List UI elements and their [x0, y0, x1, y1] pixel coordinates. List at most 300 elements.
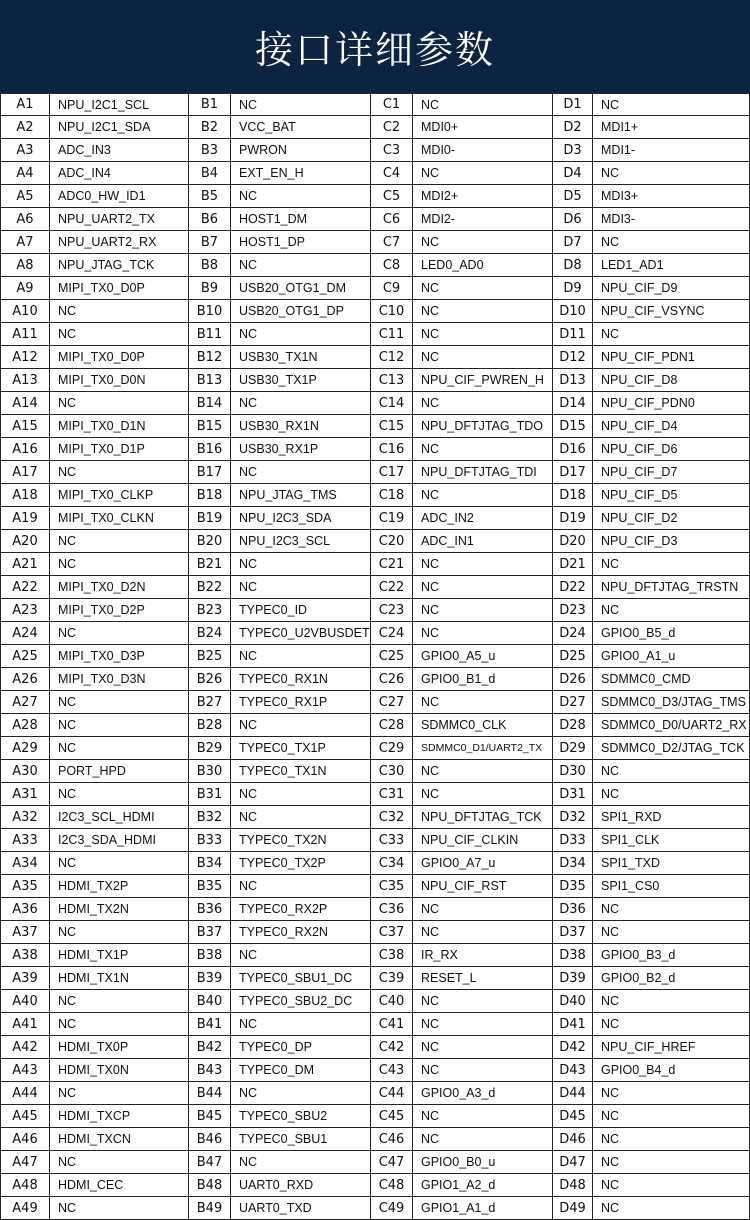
signal-name: NC — [58, 465, 77, 479]
signal-name: GPIO0_A7_u — [421, 856, 496, 870]
pin-cell-group — [553, 484, 750, 506]
pin-cell-group — [0, 921, 189, 943]
pin-cell-group — [189, 208, 371, 230]
signal-name: MIPI_TX0_D1N — [58, 419, 146, 433]
signal-name: NC — [421, 1017, 440, 1031]
pin-number: A6 — [1, 208, 50, 230]
signal-name: NC — [239, 1155, 258, 1169]
signal-name: NPU_DFTJTAG_TDI — [421, 465, 537, 479]
pin-number: B26 — [189, 668, 231, 690]
signal-name: NC — [601, 787, 620, 801]
table-row — [0, 323, 750, 346]
pin-cell-group — [553, 1128, 750, 1150]
pin-cell-group — [189, 967, 371, 989]
signal-name: MIPI_TX0_D3N — [58, 672, 146, 686]
signal-name: MDI2- — [421, 212, 456, 226]
pin-number: B13 — [189, 369, 231, 391]
pin-number: A30 — [1, 760, 50, 782]
pin-cell-group — [0, 530, 189, 552]
signal-name: NPU_I2C1_SCL — [58, 97, 150, 112]
table-row — [0, 1174, 750, 1197]
table-row — [0, 530, 750, 553]
pin-number: A46 — [1, 1128, 50, 1150]
signal-name: NPU_CIF_D3 — [601, 534, 678, 548]
table-row — [0, 1082, 750, 1105]
pin-cell-group — [553, 300, 750, 322]
signal-name: GPIO0_B2_d — [601, 971, 676, 985]
signal-name: GPIO0_B1_d — [421, 672, 496, 686]
pin-number: B47 — [189, 1151, 231, 1173]
signal-name: NPU_CIF_D5 — [601, 488, 678, 502]
signal-name: MDI3- — [601, 212, 636, 226]
pin-cell-group — [189, 185, 371, 207]
table-row — [0, 484, 750, 507]
pin-number: C15 — [371, 415, 413, 437]
table-row — [0, 714, 750, 737]
signal-name: NC — [239, 557, 258, 571]
table-row — [0, 898, 750, 921]
pin-cell-group — [0, 116, 189, 138]
pin-number: C20 — [371, 530, 413, 552]
pin-cell-group — [189, 1059, 371, 1081]
pin-number: B10 — [189, 300, 231, 322]
pin-cell-group — [371, 185, 553, 207]
pin-number: B15 — [189, 415, 231, 437]
signal-name: NPU_CIF_CLKIN — [421, 833, 519, 847]
pin-number: C45 — [371, 1105, 413, 1127]
signal-name: TYPEC0_TX1P — [239, 741, 326, 755]
pin-number: C3 — [371, 139, 413, 161]
pin-cell-group — [553, 254, 750, 276]
pin-number: B35 — [189, 875, 231, 897]
signal-name: ADC_IN3 — [58, 143, 111, 157]
pin-cell-group — [189, 1174, 371, 1196]
signal-name: VCC_BAT — [239, 120, 296, 134]
table-row — [0, 668, 750, 691]
signal-name: NC — [421, 580, 440, 594]
signal-name: NPU_I2C3_SCL — [239, 534, 331, 548]
pin-cell-group — [189, 1197, 371, 1219]
pin-number: A25 — [1, 645, 50, 667]
pin-cell-group — [371, 300, 553, 322]
signal-name: NPU_CIF_RST — [421, 879, 507, 893]
signal-name: USB30_TX1P — [239, 373, 317, 387]
table-row — [0, 1151, 750, 1174]
signal-name: MIPI_TX0_D0N — [58, 373, 146, 387]
signal-name: TYPEC0_U2VBUSDET — [239, 626, 370, 640]
signal-name: NC — [58, 304, 77, 318]
pin-number: D12 — [553, 346, 593, 368]
signal-name: TYPEC0_RX1P — [239, 695, 328, 709]
signal-name: NPU_CIF_D6 — [601, 442, 678, 456]
pin-number: B8 — [189, 254, 231, 276]
pin-cell-group — [189, 300, 371, 322]
pin-cell-group — [553, 829, 750, 851]
signal-name: MDI1- — [601, 143, 636, 157]
pin-cell-group — [553, 990, 750, 1012]
pin-number: B27 — [189, 691, 231, 713]
pin-cell-group — [0, 806, 189, 828]
pin-number: D46 — [553, 1128, 593, 1150]
table-row — [0, 208, 750, 231]
table-row — [0, 990, 750, 1013]
pin-cell-group — [371, 254, 553, 276]
pin-cell-group — [553, 346, 750, 368]
table-row — [0, 737, 750, 760]
signal-name: NPU_DFTJTAG_TRSTN — [601, 580, 739, 594]
signal-name: NC — [421, 603, 440, 617]
pin-cell-group — [189, 323, 371, 345]
pin-cell-group — [189, 668, 371, 690]
signal-name: NC — [601, 994, 620, 1008]
signal-name: GPIO0_B0_u — [421, 1155, 496, 1169]
pin-number: A9 — [1, 277, 50, 299]
pin-number: C35 — [371, 875, 413, 897]
pin-number: A16 — [1, 438, 50, 460]
pin-number: B29 — [189, 737, 231, 759]
signal-name: NC — [58, 1155, 77, 1169]
pin-cell-group — [0, 1151, 189, 1173]
signal-name: NC — [239, 810, 258, 824]
signal-name: NC — [239, 189, 258, 203]
pin-number: B12 — [189, 346, 231, 368]
pin-cell-group — [189, 139, 371, 161]
pin-number: B41 — [189, 1013, 231, 1035]
signal-name: HDMI_TX2P — [58, 879, 129, 893]
signal-name: NC — [239, 879, 258, 893]
pin-number: B34 — [189, 852, 231, 874]
pin-number: C30 — [371, 760, 413, 782]
pin-cell-group — [371, 553, 553, 575]
table-row — [0, 1059, 750, 1082]
table-row — [0, 254, 750, 277]
signal-name: NC — [239, 718, 258, 732]
signal-name: USB20_OTG1_DM — [239, 281, 346, 295]
pin-cell-group — [189, 484, 371, 506]
pin-number: D17 — [553, 461, 593, 483]
signal-name: GPIO0_B4_d — [601, 1063, 676, 1077]
signal-name: NC — [239, 1017, 258, 1031]
pin-number: A49 — [1, 1197, 50, 1219]
pin-cell-group — [189, 507, 371, 529]
pin-number: C33 — [371, 829, 413, 851]
pin-number: D8 — [553, 254, 593, 276]
signal-name: HDMI_TX2N — [58, 902, 129, 916]
pin-number: A43 — [1, 1059, 50, 1081]
signal-name: MIPI_TX0_D3P — [58, 649, 145, 663]
pin-cell-group — [189, 461, 371, 483]
pin-number: C38 — [371, 944, 413, 966]
signal-name: NC — [239, 649, 258, 663]
pin-cell-group — [189, 1128, 371, 1150]
signal-name: GPIO0_B3_d — [601, 948, 676, 962]
signal-name: NC — [601, 1132, 620, 1146]
page-title: 接口详细参数 — [254, 28, 495, 72]
pin-number: A31 — [1, 783, 50, 805]
pin-cell-group — [553, 1105, 750, 1127]
table-row — [0, 852, 750, 875]
pin-cell-group — [553, 1013, 750, 1035]
pin-cell-group — [553, 415, 750, 437]
signal-name: NC — [239, 327, 258, 341]
table-row — [0, 139, 750, 162]
pin-cell-group — [553, 392, 750, 414]
pin-cell-group — [371, 921, 553, 943]
pin-number: C24 — [371, 622, 413, 644]
pin-number: C21 — [371, 553, 413, 575]
pin-number: C34 — [371, 852, 413, 874]
signal-name: TYPEC0_DM — [239, 1063, 315, 1077]
signal-name: LED1_AD1 — [601, 258, 664, 272]
signal-name: HDMI_CEC — [58, 1178, 124, 1192]
pin-cell-group — [189, 691, 371, 713]
signal-name: TYPEC0_RX1N — [239, 672, 328, 686]
signal-name: ADC_IN2 — [421, 511, 474, 525]
signal-name: MDI2+ — [421, 189, 459, 203]
pin-cell-group — [189, 645, 371, 667]
table-row — [0, 392, 750, 415]
pin-cell-group — [0, 507, 189, 529]
pin-cell-group — [189, 369, 371, 391]
pin-cell-group — [553, 921, 750, 943]
pin-cell-group — [0, 1013, 189, 1035]
pin-number: C2 — [371, 116, 413, 138]
signal-name: NC — [239, 580, 258, 594]
signal-name: SDMMC0_D0/UART2_RX — [601, 718, 747, 732]
table-row — [0, 438, 750, 461]
pin-cell-group — [553, 369, 750, 391]
pin-number: A45 — [1, 1105, 50, 1127]
pin-number: D44 — [553, 1082, 593, 1104]
pin-number: D36 — [553, 898, 593, 920]
signal-name: MIPI_TX0_D2N — [58, 580, 146, 594]
signal-name: NC — [601, 166, 620, 180]
pin-cell-group — [189, 392, 371, 414]
pin-number: A29 — [1, 737, 50, 759]
pin-cell-group — [371, 231, 553, 253]
pin-number: D33 — [553, 829, 593, 851]
pin-number: D3 — [553, 139, 593, 161]
signal-name: NPU_CIF_PDN0 — [601, 396, 695, 410]
page-header — [0, 0, 750, 93]
table-row — [0, 1013, 750, 1036]
pin-cell-group — [371, 346, 553, 368]
signal-name: NPU_CIF_D7 — [601, 465, 678, 479]
signal-name: SPI1_TXD — [601, 856, 661, 870]
pin-cell-group — [0, 1105, 189, 1127]
table-row — [0, 645, 750, 668]
pin-number: D37 — [553, 921, 593, 943]
signal-name: MDI3+ — [601, 189, 639, 203]
signal-name: NC — [601, 764, 620, 778]
pin-number: C23 — [371, 599, 413, 621]
pin-number: D4 — [553, 162, 593, 184]
pin-number: B9 — [189, 277, 231, 299]
pin-cell-group — [0, 1197, 189, 1219]
signal-name: NC — [58, 925, 77, 939]
pin-cell-group — [189, 737, 371, 759]
pin-cell-group — [0, 254, 189, 276]
signal-name: NC — [58, 534, 77, 548]
pin-number: B45 — [189, 1105, 231, 1127]
pin-number: D20 — [553, 530, 593, 552]
signal-name: MIPI_TX0_CLKP — [58, 488, 154, 502]
pin-cell-group — [553, 185, 750, 207]
pin-number: B2 — [189, 116, 231, 138]
pin-number: C44 — [371, 1082, 413, 1104]
pin-cell-group — [553, 208, 750, 230]
pin-cell-group — [0, 783, 189, 805]
signal-name: EXT_EN_H — [239, 166, 304, 180]
pin-number: C18 — [371, 484, 413, 506]
signal-name: NC — [239, 258, 258, 272]
pin-table — [0, 93, 750, 1220]
pin-number: A2 — [1, 116, 50, 138]
signal-name: TYPEC0_TX1N — [239, 764, 327, 778]
pin-number: C5 — [371, 185, 413, 207]
table-row — [0, 277, 750, 300]
table-row — [0, 1128, 750, 1151]
signal-name: NC — [601, 557, 620, 571]
signal-name: HOST1_DM — [239, 212, 308, 226]
pin-number: C9 — [371, 277, 413, 299]
signal-name: TYPEC0_RX2N — [239, 925, 328, 939]
pin-cell-group — [189, 231, 371, 253]
pin-number: A48 — [1, 1174, 50, 1196]
pin-cell-group — [553, 668, 750, 690]
signal-name: NPU_UART2_RX — [58, 235, 157, 249]
pin-cell-group — [189, 254, 371, 276]
pin-cell-group — [553, 231, 750, 253]
pin-number: B48 — [189, 1174, 231, 1196]
pin-cell-group — [371, 852, 553, 874]
pin-number: A20 — [1, 530, 50, 552]
signal-name: GPIO0_A3_d — [421, 1086, 496, 1100]
signal-name: NC — [421, 695, 440, 709]
pin-cell-group — [371, 392, 553, 414]
pin-number: A42 — [1, 1036, 50, 1058]
pin-number: B25 — [189, 645, 231, 667]
signal-name: NC — [58, 856, 77, 870]
pin-cell-group — [189, 438, 371, 460]
pin-number: A1 — [1, 94, 50, 115]
signal-name: NC — [601, 603, 620, 617]
signal-name: TYPEC0_SBU1 — [239, 1132, 328, 1146]
pin-number: A41 — [1, 1013, 50, 1035]
pin-number: A28 — [1, 714, 50, 736]
pin-number: D30 — [553, 760, 593, 782]
pin-cell-group — [0, 691, 189, 713]
table-row — [0, 760, 750, 783]
pin-cell-group — [0, 484, 189, 506]
pin-cell-group — [371, 622, 553, 644]
pin-number: C49 — [371, 1197, 413, 1219]
pin-number: C48 — [371, 1174, 413, 1196]
pin-cell-group — [189, 875, 371, 897]
pin-cell-group — [371, 737, 553, 759]
pin-cell-group — [189, 1151, 371, 1173]
pin-cell-group — [0, 760, 189, 782]
signal-name: NC — [239, 97, 258, 112]
pin-number: D11 — [553, 323, 593, 345]
signal-name: HDMI_TX1P — [58, 948, 129, 962]
pin-cell-group — [371, 277, 553, 299]
pin-number: A17 — [1, 461, 50, 483]
signal-name: NC — [58, 327, 77, 341]
pin-cell-group — [189, 116, 371, 138]
pin-cell-group — [371, 760, 553, 782]
pin-number: A19 — [1, 507, 50, 529]
pin-number: D2 — [553, 116, 593, 138]
signal-name: SDMMC0_CMD — [601, 672, 691, 686]
pin-cell-group — [371, 484, 553, 506]
signal-name: NPU_I2C3_SDA — [239, 511, 332, 525]
table-row — [0, 1036, 750, 1059]
pin-cell-group — [0, 277, 189, 299]
pin-cell-group — [553, 852, 750, 874]
pin-number: B49 — [189, 1197, 231, 1219]
pin-number: B1 — [189, 94, 231, 115]
pin-number: A32 — [1, 806, 50, 828]
signal-name: NC — [421, 396, 440, 410]
pin-cell-group — [371, 967, 553, 989]
table-row — [0, 346, 750, 369]
pin-cell-group — [371, 1105, 553, 1127]
signal-name: NC — [421, 327, 440, 341]
signal-name: NC — [421, 1063, 440, 1077]
pin-number: C36 — [371, 898, 413, 920]
pin-cell-group — [371, 208, 553, 230]
signal-name: NPU_CIF_HREF — [601, 1040, 696, 1054]
signal-name: NPU_CIF_D2 — [601, 511, 678, 525]
pin-cell-group — [0, 94, 189, 115]
pin-cell-group — [371, 1174, 553, 1196]
pin-cell-group — [0, 852, 189, 874]
pin-number: D41 — [553, 1013, 593, 1035]
pin-number: A37 — [1, 921, 50, 943]
pin-cell-group — [371, 599, 553, 621]
signal-name: HDMI_TX1N — [58, 971, 129, 985]
signal-name: HOST1_DP — [239, 235, 305, 249]
pin-cell-group — [553, 760, 750, 782]
pin-number: D1 — [553, 94, 593, 115]
pin-number: B18 — [189, 484, 231, 506]
table-row — [0, 461, 750, 484]
signal-name: NC — [58, 787, 77, 801]
pin-cell-group — [0, 415, 189, 437]
pin-number: D26 — [553, 668, 593, 690]
table-row — [0, 553, 750, 576]
pin-number: C32 — [371, 806, 413, 828]
pin-number: D15 — [553, 415, 593, 437]
signal-name: GPIO0_A5_u — [421, 649, 496, 663]
pin-number: C11 — [371, 323, 413, 345]
signal-name: NC — [58, 557, 77, 571]
pin-number: B16 — [189, 438, 231, 460]
pin-number: B22 — [189, 576, 231, 598]
pin-cell-group — [0, 1128, 189, 1150]
signal-name: SPI1_RXD — [601, 810, 662, 824]
pin-number: A26 — [1, 668, 50, 690]
pin-cell-group — [553, 898, 750, 920]
pin-number: D47 — [553, 1151, 593, 1173]
pin-cell-group — [553, 944, 750, 966]
pin-cell-group — [553, 783, 750, 805]
pin-number: A5 — [1, 185, 50, 207]
pin-cell-group — [189, 1036, 371, 1058]
pin-number: D34 — [553, 852, 593, 874]
pin-number: B20 — [189, 530, 231, 552]
